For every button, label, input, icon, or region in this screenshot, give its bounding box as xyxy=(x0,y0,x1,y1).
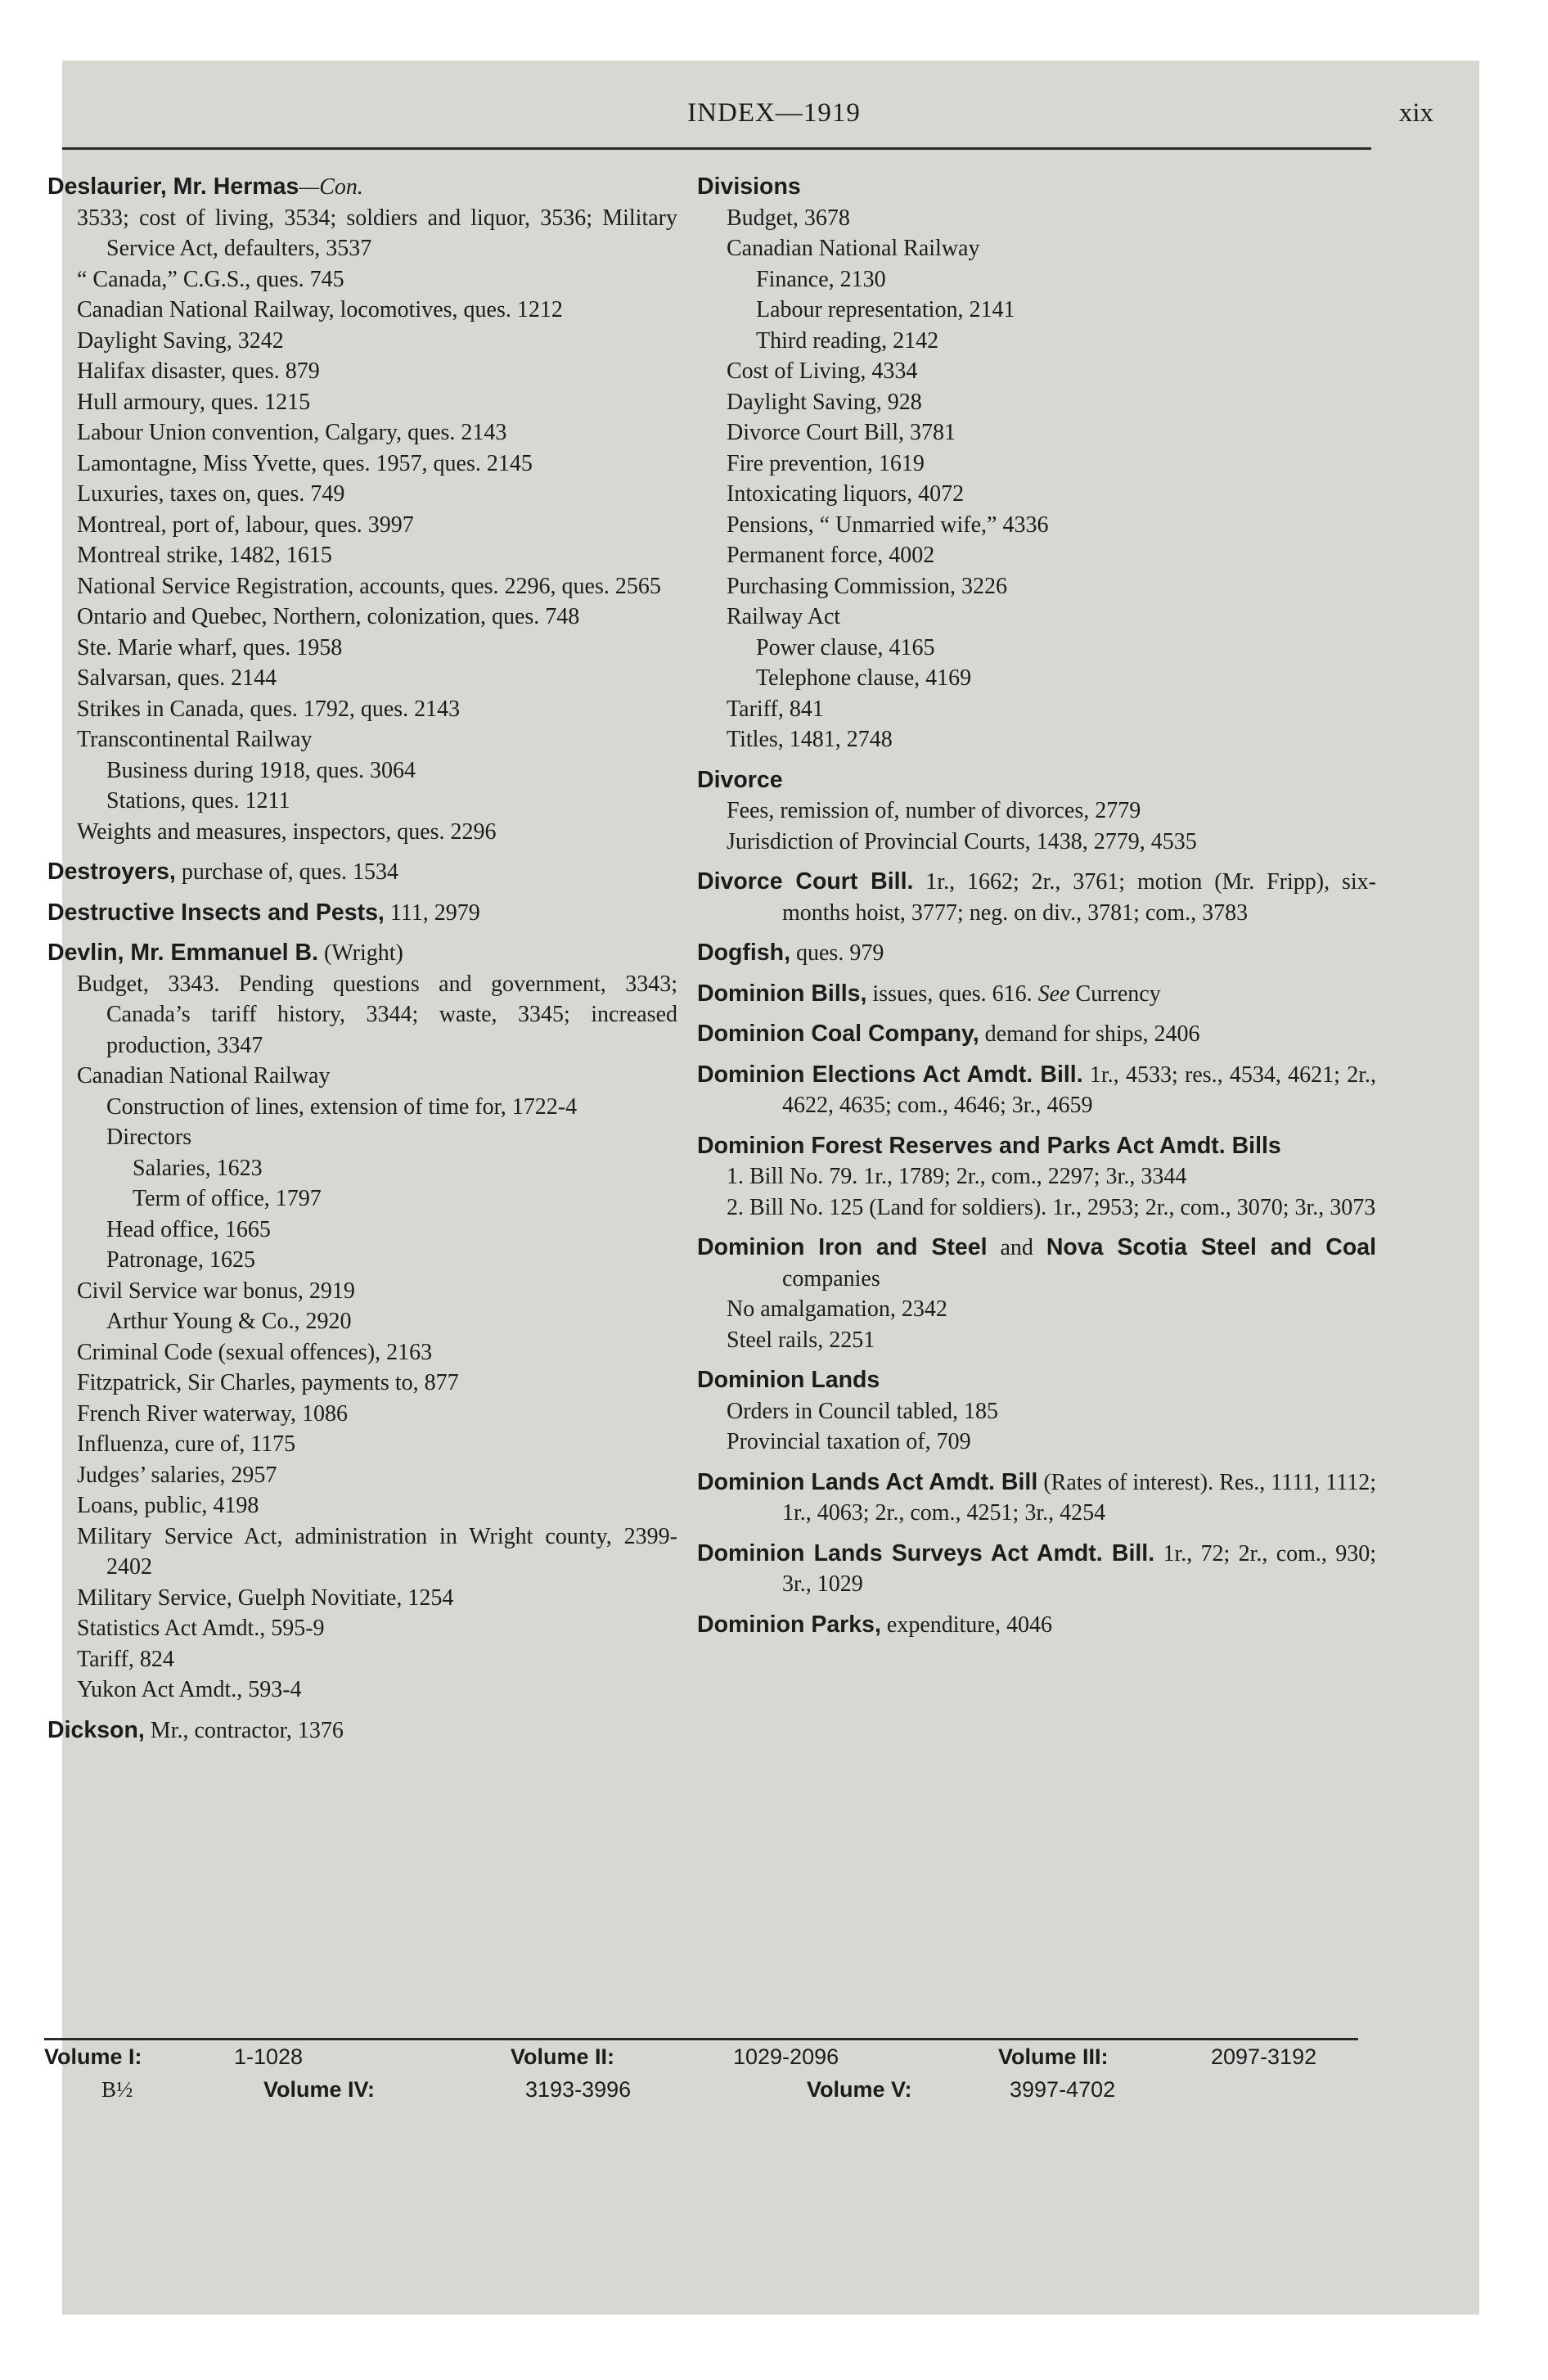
heading-joiner: and xyxy=(987,1235,1046,1260)
index-subentry: Arthur Young & Co., 2920 xyxy=(106,1309,352,1334)
index-subentry: Provincial taxation of, 709 xyxy=(727,1429,971,1454)
heading-name: Divorce xyxy=(697,766,783,793)
index-heading xyxy=(697,1539,1376,1600)
index-subentry: Luxuries, taxes on, ques. 749 xyxy=(77,481,345,507)
heading-name: Deslaurier, Mr. Hermas xyxy=(47,174,299,200)
header-rule xyxy=(62,147,1371,150)
index-heading xyxy=(697,1131,1376,1162)
volume-key-row-2 xyxy=(44,2077,1370,2110)
index-heading xyxy=(697,1365,1376,1396)
index-subentry: Jurisdiction of Provincial Courts, 1438, 2779, 4535 xyxy=(727,828,1197,854)
index-subentry: Tariff, 841 xyxy=(727,696,824,722)
index-subentry: Titles, 1481, 2748 xyxy=(727,727,893,752)
heading-name: Dominion Parks, xyxy=(697,1611,881,1638)
heading-name: Dominion Lands Act Amdt. Bill xyxy=(697,1468,1038,1495)
signature-mark: B½ xyxy=(101,2077,133,2102)
heading-name-2: Nova Scotia Steel and Coal xyxy=(1046,1234,1376,1260)
index-subentry: Orders in Council tabled, 185 xyxy=(727,1398,999,1424)
index-heading xyxy=(697,1019,1376,1050)
index-subentry: Pensions, “ Unmarried wife,” 4336 xyxy=(727,512,1049,538)
volume-2-label: Volume II: xyxy=(511,2044,615,2069)
index-subentry: Criminal Code (sexual offences), 2163 xyxy=(77,1339,433,1365)
heading-text: (Rates of interest). Res., 1111, 1112; 1r., 4063; 2r., com., 4251; 3r., 4254 xyxy=(782,1469,1376,1526)
index-subentry: 2. Bill No. 125 (Land for soldiers). 1r., 2953; 2r., com., 3070; 3r., 3073 xyxy=(727,1194,1376,1220)
index-subentry: Business during 1918, ques. 3064 xyxy=(106,757,416,783)
index-subentry: Salvarsan, ques. 2144 xyxy=(77,665,277,691)
index-subentry: Military Service, Guelph Novitiate, 1254 xyxy=(77,1584,454,1611)
index-subentry: 1. Bill No. 79. 1r., 1789; 2r., com., 2297; 3r., 3344 xyxy=(727,1164,1187,1189)
volume-4-label: Volume IV: xyxy=(263,2077,376,2102)
see-reference: See xyxy=(1037,980,1070,1007)
index-heading xyxy=(47,938,677,969)
index-subentry: “ Canada,” C.G.S., ques. 745 xyxy=(77,266,344,292)
index-subentry: Permanent force, 4002 xyxy=(727,543,935,568)
index-subentry: Intoxicating liquors, 4072 xyxy=(727,481,965,507)
index-subentry: Labour Union convention, Calgary, ques. 2143 xyxy=(77,420,507,445)
index-subentry: Montreal strike, 1482, 1615 xyxy=(77,543,332,568)
index-subentry: French River waterway, 1086 xyxy=(77,1400,348,1427)
index-heading xyxy=(697,938,1376,969)
index-subentry: Military Service Act, administration in Wright county, 2399-2402 xyxy=(77,1523,677,1580)
index-heading xyxy=(47,1715,677,1747)
heading-name: Dominion Iron and Steel xyxy=(697,1234,988,1260)
heading-text: demand for ships, 2406 xyxy=(979,1021,1200,1047)
volume-5-label: Volume V: xyxy=(807,2077,912,2102)
index-subentry: Canadian National Railway, locomotives, ques. 1212 xyxy=(77,297,563,322)
heading-name: Dominion Lands xyxy=(697,1367,880,1393)
index-subentry: Railway Act xyxy=(727,604,841,629)
index-subentry: Ontario and Quebec, Northern, colonization, ques. 748 xyxy=(77,604,580,629)
volume-key-row-1 xyxy=(44,2044,1370,2077)
index-column-left xyxy=(47,172,677,1746)
index-subentry: Canadian National Railway xyxy=(77,1063,331,1089)
index-subentry: Halifax disaster, ques. 879 xyxy=(77,358,320,384)
index-subentry: Labour representation, 2141 xyxy=(756,297,1015,322)
index-subentry: Canadian National Railway xyxy=(727,236,980,261)
index-subentry: Influenza, cure of, 1175 xyxy=(77,1431,296,1457)
volume-3-label: Volume III: xyxy=(998,2044,1109,2069)
index-column-right xyxy=(697,172,1376,1640)
heading-text: 1r., 4533; res., 4534, 4621; 2r., 4622, 4635; com., 4646; 3r., 4659 xyxy=(782,1062,1376,1118)
index-subentry: Salaries, 1623 xyxy=(133,1155,263,1181)
index-subentry: Daylight Saving, 3242 xyxy=(77,327,284,354)
index-subentry: Lamontagne, Miss Yvette, ques. 1957, ques. 2145 xyxy=(77,450,533,476)
volume-5-range: 3997-4702 xyxy=(1010,2077,1116,2102)
index-subentry: Head office, 1665 xyxy=(106,1216,271,1242)
index-subentry: Patronage, 1625 xyxy=(106,1247,255,1273)
index-subentry: Telephone clause, 4169 xyxy=(756,665,972,691)
heading-name: Dominion Bills, xyxy=(697,980,867,1007)
volume-1-label: Volume I: xyxy=(44,2044,142,2069)
index-heading xyxy=(697,1060,1376,1121)
index-heading xyxy=(47,898,677,929)
volume-key xyxy=(44,2044,1370,2110)
heading-name: Destructive Insects and Pests, xyxy=(47,899,385,926)
volume-3-range: 2097-3192 xyxy=(1211,2044,1317,2069)
index-subentry: Civil Service war bonus, 2919 xyxy=(77,1278,355,1304)
index-subentry: Tariff, 824 xyxy=(77,1646,174,1672)
volume-2-range: 1029-2096 xyxy=(733,2044,839,2069)
index-heading xyxy=(697,979,1376,1010)
heading-name: Dogfish, xyxy=(697,940,790,966)
index-subentry: Stations, ques. 1211 xyxy=(106,788,290,814)
index-subentry: Directors xyxy=(106,1125,192,1150)
heading-text: issues, ques. 616. xyxy=(866,980,1038,1007)
index-subentry: 3533; cost of living, 3534; soldiers and liquor, 3536; Military Service Act, defaulters, 3537 xyxy=(77,205,677,261)
index-subentry: Daylight Saving, 928 xyxy=(727,389,922,415)
heading-text-after: Currency xyxy=(1069,980,1161,1007)
heading-name: Devlin, Mr. Emmanuel B. xyxy=(47,940,319,966)
index-subentry: Power clause, 4165 xyxy=(756,634,935,660)
index-subentry: Fees, remission of, number of divorces, 2779 xyxy=(727,798,1141,823)
index-subentry: Loans, public, 4198 xyxy=(77,1493,259,1518)
index-subentry: National Service Registration, accounts, ques. 2296, ques. 2565 xyxy=(77,573,661,599)
index-subentry: Fire prevention, 1619 xyxy=(727,450,925,476)
index-subentry: Transcontinental Railway xyxy=(77,727,313,752)
heading-text: 111, 2979 xyxy=(384,899,480,926)
page-number: xix xyxy=(1398,98,1433,128)
heading-text: purchase of, ques. 1534 xyxy=(175,859,398,885)
heading-name: Dominion Elections Act Amdt. Bill. xyxy=(697,1061,1083,1088)
index-subentry: Fitzpatrick, Sir Charles, payments to, 877 xyxy=(77,1370,459,1395)
index-subentry: Judges’ salaries, 2957 xyxy=(77,1462,277,1488)
heading-name: Dominion Forest Reserves and Parks Act Amdt. Bills xyxy=(697,1132,1281,1159)
index-heading xyxy=(697,867,1376,928)
heading-text: companies xyxy=(782,1265,880,1291)
heading-name: Divisions xyxy=(697,174,801,200)
index-subentry: Purchasing Commission, 3226 xyxy=(727,573,1008,599)
heading-name: Dominion Lands Surveys Act Amdt. Bill. xyxy=(697,1539,1155,1566)
index-subentry: Statistics Act Amdt., 595-9 xyxy=(77,1616,325,1641)
index-heading xyxy=(697,1610,1376,1641)
index-subentry: Third reading, 2142 xyxy=(756,327,939,354)
index-heading xyxy=(47,857,677,888)
continued-mark: —Con. xyxy=(299,174,363,200)
heading-name: Dominion Coal Company, xyxy=(697,1021,979,1047)
index-subentry: Cost of Living, 4334 xyxy=(727,358,918,384)
index-heading xyxy=(697,1467,1376,1529)
index-subentry: Term of office, 1797 xyxy=(133,1186,322,1211)
heading-text: (Wright) xyxy=(318,940,403,966)
index-subentry: Weights and measures, inspectors, ques. 2296 xyxy=(77,818,497,845)
index-subentry: Finance, 2130 xyxy=(756,266,886,292)
index-heading xyxy=(697,172,1376,203)
index-subentry: Montreal, port of, labour, ques. 3997 xyxy=(77,512,414,538)
index-subentry: Divorce Court Bill, 3781 xyxy=(727,420,956,445)
index-subentry: Construction of lines, extension of time for, 1722-4 xyxy=(106,1093,578,1120)
index-subentry: No amalgamation, 2342 xyxy=(727,1296,947,1322)
index-subentry: Yukon Act Amdt., 593-4 xyxy=(77,1677,302,1702)
index-subentry: Budget, 3678 xyxy=(727,205,850,231)
heading-name: Destroyers, xyxy=(47,859,176,885)
heading-text: 1r., 72; 2r., com., 930; 3r., 1029 xyxy=(782,1540,1376,1597)
index-subentry: Budget, 3343. Pending questions and government, 3343; Canada’s tariff history, 3344; waste, 3345; increased production, 3347 xyxy=(77,971,677,1058)
index-subentry: Hull armoury, ques. 1215 xyxy=(77,389,311,415)
heading-name: Dickson, xyxy=(47,1716,145,1743)
index-heading xyxy=(697,1233,1376,1294)
heading-text: 1r., 1662; 2r., 3761; motion (Mr. Fripp), six-months hoist, 3777; neg. on div., 3781; com., 3783 xyxy=(782,869,1376,926)
volume-1-range: 1-1028 xyxy=(234,2044,304,2069)
heading-name: Divorce Court Bill. xyxy=(697,868,914,895)
page-title: INDEX—1919 xyxy=(687,98,861,128)
heading-text: Mr., contractor, 1376 xyxy=(144,1717,344,1743)
volume-4-range: 3193-3996 xyxy=(525,2077,632,2102)
index-heading xyxy=(697,765,1376,796)
heading-text: expenditure, 4046 xyxy=(880,1611,1053,1638)
index-subentry: Ste. Marie wharf, ques. 1958 xyxy=(77,634,343,660)
index-subentry: Steel rails, 2251 xyxy=(727,1327,875,1353)
index-subentry: Strikes in Canada, ques. 1792, ques. 2143 xyxy=(77,696,461,722)
heading-text: ques. 979 xyxy=(790,940,884,966)
index-heading xyxy=(47,172,677,203)
footer-rule xyxy=(44,2038,1358,2040)
